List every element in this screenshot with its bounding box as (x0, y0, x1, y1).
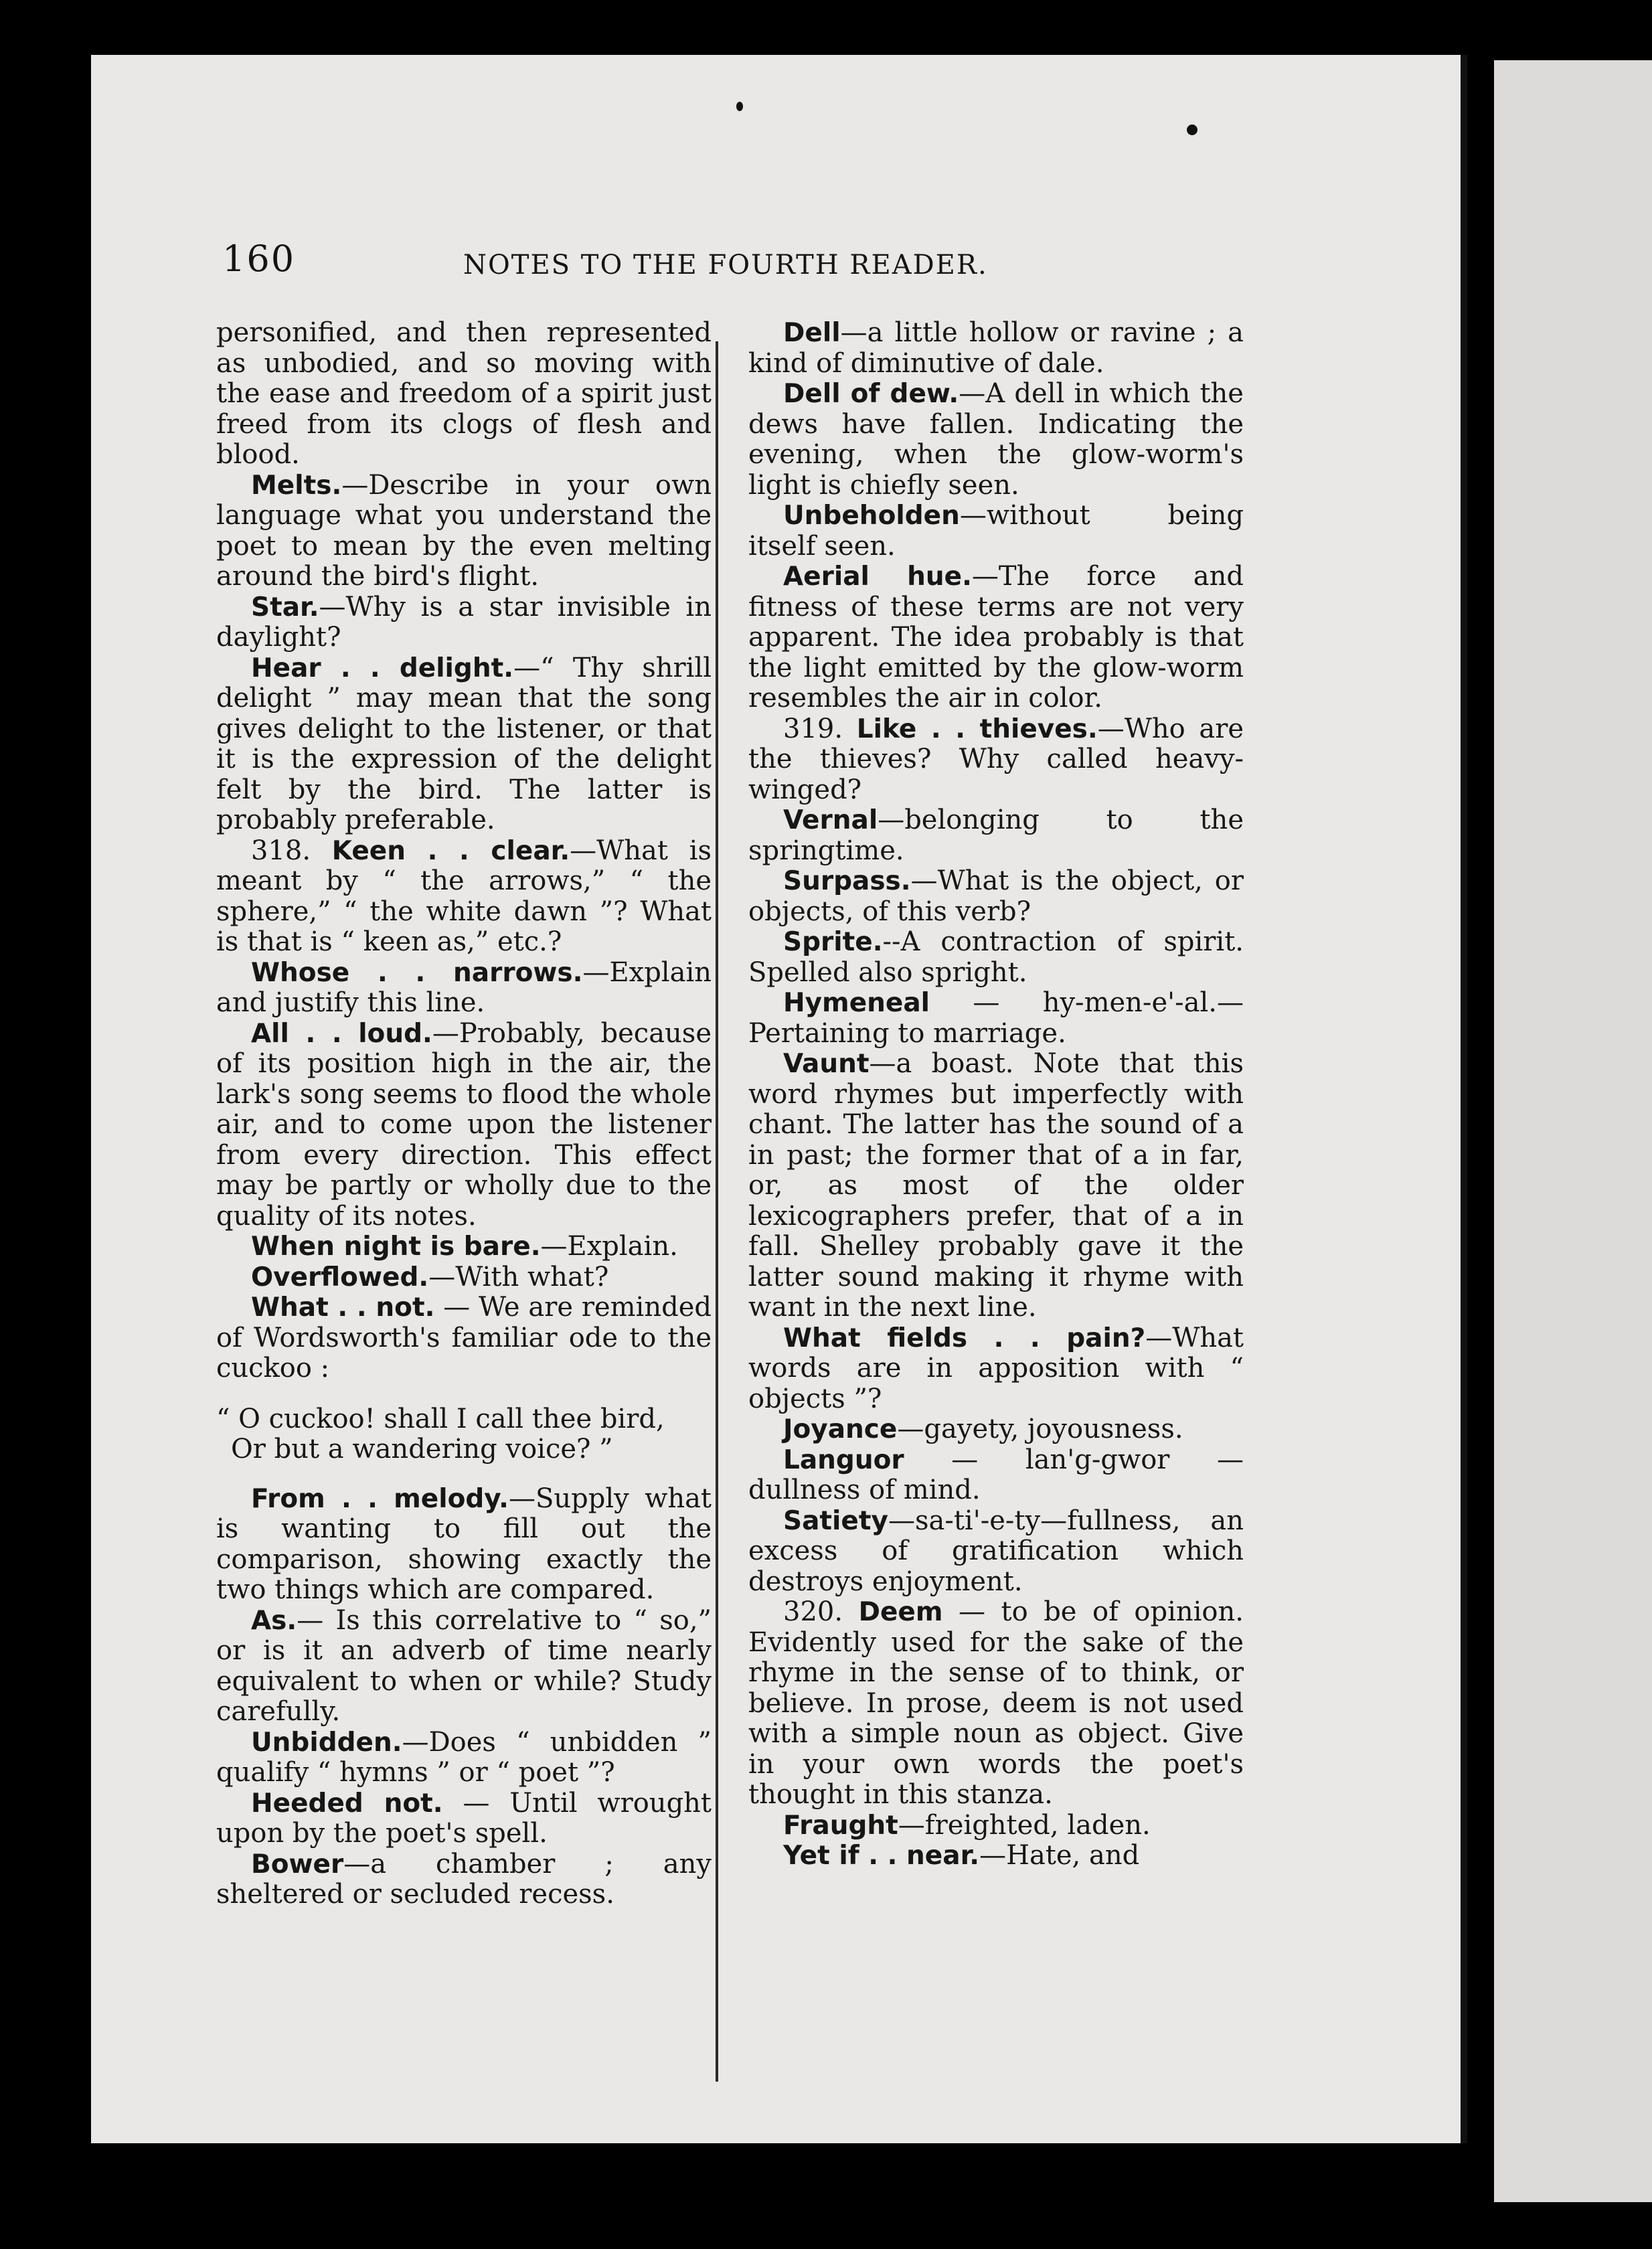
note-text: —What words are in apposition with “ objects ”? (748, 1322, 1244, 1414)
note-term: Joyance (783, 1414, 898, 1444)
note-term: What . . not. (251, 1293, 435, 1323)
right-column (748, 318, 1244, 1871)
facing-page-edge (1494, 60, 1652, 2202)
note-term: When night is bare. (251, 1232, 541, 1262)
note-term: Satiety (783, 1505, 888, 1536)
note-entry (216, 836, 712, 958)
note-term: Fraught (783, 1810, 898, 1841)
note-term: Bower (251, 1849, 344, 1880)
quote-line: “ O cuckoo! shall I call thee bird, (216, 1403, 665, 1434)
note-term: Dell of dew. (783, 379, 959, 409)
note-text: —a little hollow or ravine ; a kind of diminutive of dale. (748, 317, 1244, 379)
note-text: —With what? (428, 1261, 609, 1293)
note-entry (748, 866, 1244, 927)
note-text: —sa-ti'-e-ty—fullness, an excess of gratification which destroys enjoyment. (748, 1505, 1244, 1597)
column-rule (716, 341, 718, 2082)
note-text: —Does “ unbidden ” qualify “ hymns ” or “ poet ”? (216, 1726, 712, 1788)
note-entry (748, 379, 1244, 501)
note-text: —a chamber ; any sheltered or secluded recess. (216, 1848, 712, 1910)
note-text: —without being itself seen. (748, 500, 1244, 562)
note-entry (748, 1841, 1244, 1871)
note-text: —Hate, and (979, 1840, 1140, 1871)
note-term: Star. (251, 592, 319, 622)
note-entry (216, 1262, 712, 1293)
note-text: —What is meant by “ the arrows,” “ the sphere,” “ the white dawn ”? What is that is “ keen as,” etc.? (216, 835, 712, 957)
note-entry (216, 318, 712, 471)
print-speck (736, 102, 743, 111)
note-term: Keen . . clear. (331, 835, 570, 866)
note-text: —“ Thy shrill delight ” may mean that the song gives delight to the listener, or that it is the expression of the delight felt by the bird. The latter is probably preferable. (216, 652, 712, 835)
note-entry (748, 805, 1244, 866)
note-term: Sprite. (783, 927, 883, 957)
note-term: Unbeholden (783, 501, 960, 531)
note-entry (216, 1293, 712, 1384)
note-term: As. (251, 1605, 297, 1636)
note-term: Hear . . delight. (251, 653, 514, 683)
binding-mark (0, 248, 44, 321)
note-term: Heeded not. (251, 1788, 443, 1819)
note-entry (216, 1404, 712, 1465)
note-text: —gayety, joyousness. (897, 1414, 1183, 1444)
note-text: —Who are the thieves? Why called heavy-winged? (748, 713, 1244, 805)
note-entry (216, 1849, 712, 1910)
note-entry (748, 318, 1244, 379)
note-entry (216, 471, 712, 592)
note-entry (748, 1506, 1244, 1598)
note-term: Unbidden. (251, 1727, 402, 1758)
note-text: —a boast. Note that this word rhymes but imperfectly with chant. The latter has the sound of a in past; the former that of a in far, or, as most of the older lexicographers prefer, that of a in fall. Shelley probably gave it the latter sound making it rhyme with want in the next line. (748, 1048, 1244, 1323)
note-text: —Describe in your own language what you understand the poet to mean by the even melting around the bird's flight. (216, 469, 712, 592)
left-column (216, 318, 712, 1910)
note-text: --A contraction of spirit. Spelled also spright. (748, 926, 1244, 988)
note-term: Surpass. (783, 866, 911, 896)
print-speck (1187, 124, 1197, 135)
note-term: Vernal (783, 805, 878, 835)
note-text: —What is the object, or objects, of this verb? (748, 865, 1244, 927)
note-term: Overflowed. (251, 1262, 429, 1293)
note-entry (748, 1414, 1244, 1445)
note-entry (748, 1597, 1244, 1811)
note-text: —freighted, laden. (898, 1809, 1151, 1841)
note-text: —Explain. (540, 1231, 678, 1262)
note-entry (216, 653, 712, 836)
note-entry (216, 1606, 712, 1728)
note-entry (748, 1323, 1244, 1415)
note-text: — lan'g-gwor — dullness of mind. (748, 1444, 1244, 1505)
note-text: —Probably, because of its position high in the air, the lark's song seems to flood the whole air, and to come upon the listener from every direction. This effect may be partly or wholly due to the quality of its notes. (216, 1017, 712, 1232)
note-entry (748, 1811, 1244, 1841)
note-text: —The force and fitness of these terms are not very apparent. The idea probably is that the light emitted by the glow-worm resembles the air in color. (748, 561, 1244, 714)
note-entry (216, 958, 712, 1019)
note-entry (216, 1728, 712, 1788)
running-title: NOTES TO THE FOURTH READER. (463, 250, 988, 280)
running-header (222, 238, 1066, 286)
note-entry (216, 1484, 712, 1606)
section-number: 318. (251, 835, 332, 866)
note-entry (216, 592, 712, 653)
note-entry (748, 1445, 1244, 1506)
note-entry (748, 927, 1244, 988)
note-term: Melts. (251, 470, 342, 501)
note-term: Languor (783, 1444, 904, 1475)
note-text: —belonging to the springtime. (748, 805, 1244, 866)
note-entry (216, 1019, 712, 1232)
note-text: — to be of opinion. Evidently used for the sake of the rhyme in the sense of to think, or believe. In prose, deem is not used with a simple noun as object. Give in your own words the poet's thought in this stanza. (748, 1596, 1244, 1810)
note-entry (748, 562, 1244, 714)
section-number: 320. (783, 1596, 859, 1627)
note-term: Whose . . narrows. (251, 957, 583, 988)
page-number: 160 (222, 238, 296, 280)
note-entry (748, 1049, 1244, 1323)
note-entry (748, 714, 1244, 806)
section-number: 319. (783, 713, 857, 744)
note-term: Hymeneal (783, 988, 930, 1018)
note-text: — Until wrought upon by the poet's spell. (216, 1787, 712, 1849)
note-text: —Why is a star invisible in daylight? (216, 591, 712, 653)
note-text: — hy-men-e'-al.—Pertaining to marriage. (748, 987, 1244, 1049)
note-text: personified, and then represented as unbodied, and so moving with the ease and freedom of a spirit just freed from its clogs of flesh and blood. (216, 317, 712, 470)
note-term: Aerial hue. (783, 562, 972, 592)
note-term: Like . . thieves. (856, 714, 1098, 744)
note-term: Yet if . . near. (783, 1841, 980, 1871)
note-text: — We are reminded of Wordsworth's familiar ode to the cuckoo : (216, 1292, 712, 1384)
note-text: —Supply what is wanting to fill out the comparison, showing exactly the two things which are compared. (216, 1483, 712, 1605)
note-entry (748, 501, 1244, 562)
note-term: All . . loud. (251, 1018, 432, 1049)
note-text: —A dell in which the dews have fallen. Indicating the evening, when the glow-worm's light is chiefly seen. (748, 378, 1244, 501)
note-term: What fields . . pain? (783, 1323, 1146, 1353)
note-entry (216, 1788, 712, 1849)
note-entry (216, 1232, 712, 1262)
note-text: —Explain and justify this line. (216, 956, 712, 1018)
note-entry (748, 988, 1244, 1049)
note-term: From . . melody. (251, 1483, 509, 1514)
note-term: Deem (858, 1597, 943, 1627)
note-term: Dell (783, 318, 841, 348)
note-term: Vaunt (783, 1049, 870, 1079)
quote-line: Or but a wandering voice? ” (231, 1434, 613, 1465)
note-text: — Is this correlative to “ so,” or is it an adverb of time nearly equivalent to when or while? Study carefully. (216, 1604, 712, 1727)
